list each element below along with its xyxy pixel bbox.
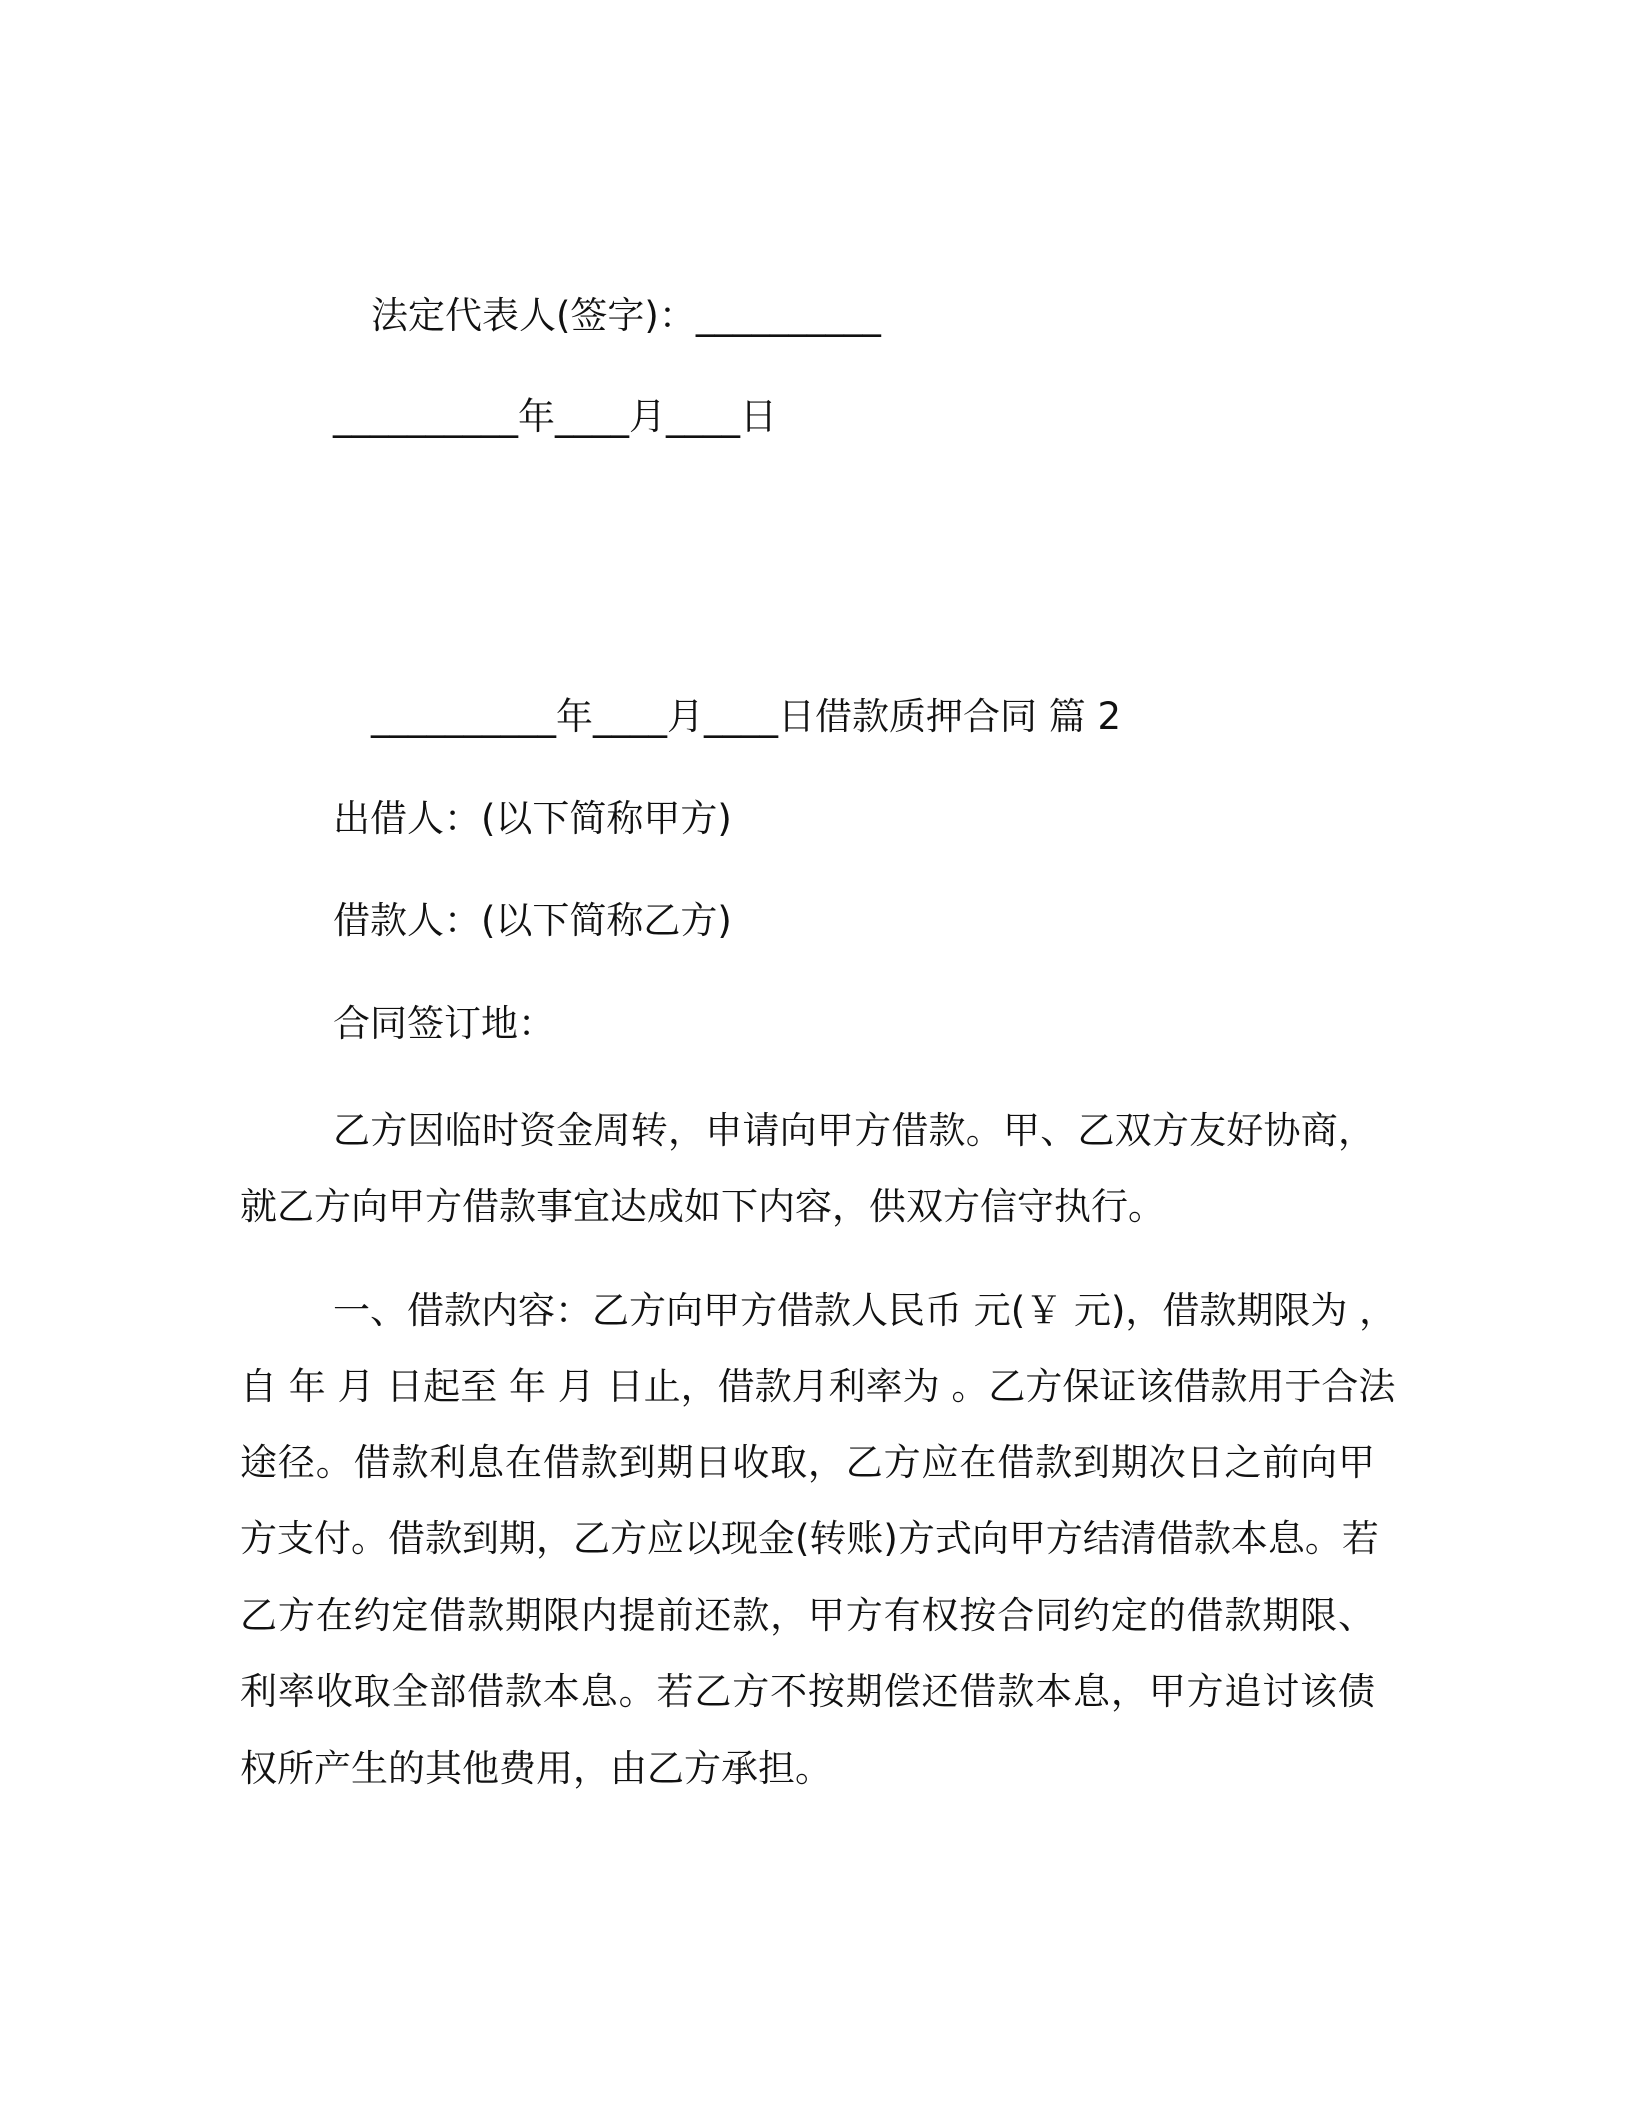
paragraph-line: 权所产生的其他费用，由乙方承担。 — [240, 1747, 832, 1790]
lender-line: 出借人：(以下简称甲方) — [333, 797, 732, 840]
paragraph-line: 就乙方向甲方借款事宜达成如下内容，供双方信守执行。 — [240, 1185, 1165, 1228]
paragraph-line: 乙方在约定借款期限内提前还款，甲方有权按合同约定的借款期限、 — [240, 1594, 1375, 1637]
borrower-line: 借款人：(以下简称乙方) — [333, 899, 732, 942]
paragraph-line: 方支付。借款到期，乙方应以现金(转账)方式向甲方结清借款本息。若 — [240, 1517, 1379, 1560]
contract-title: __________年____月____日借款质押合同 篇 2 — [371, 695, 1122, 738]
signature-date-line: __________年____月____日 — [333, 395, 777, 438]
paragraph-line: 一、借款内容：乙方向甲方借款人民币 元(￥ 元)，借款期限为 ， — [333, 1289, 1397, 1332]
signing-place-line: 合同签订地： — [333, 1002, 555, 1045]
paragraph-line: 乙方因临时资金周转，申请向甲方借款。甲、乙双方友好协商， — [333, 1109, 1375, 1152]
legal-representative-signature-line: 法定代表人(签字)：__________ — [371, 294, 881, 337]
paragraph-line: 利率收取全部借款本息。若乙方不按期偿还借款本息，甲方追讨该债 — [240, 1670, 1375, 1713]
paragraph-line: 途径。借款利息在借款到期日收取，乙方应在借款到期次日之前向甲 — [240, 1441, 1375, 1484]
paragraph-line: 自 年 月 日起至 年 月 日止，借款月利率为 。乙方保证该借款用于合法 — [240, 1365, 1396, 1408]
